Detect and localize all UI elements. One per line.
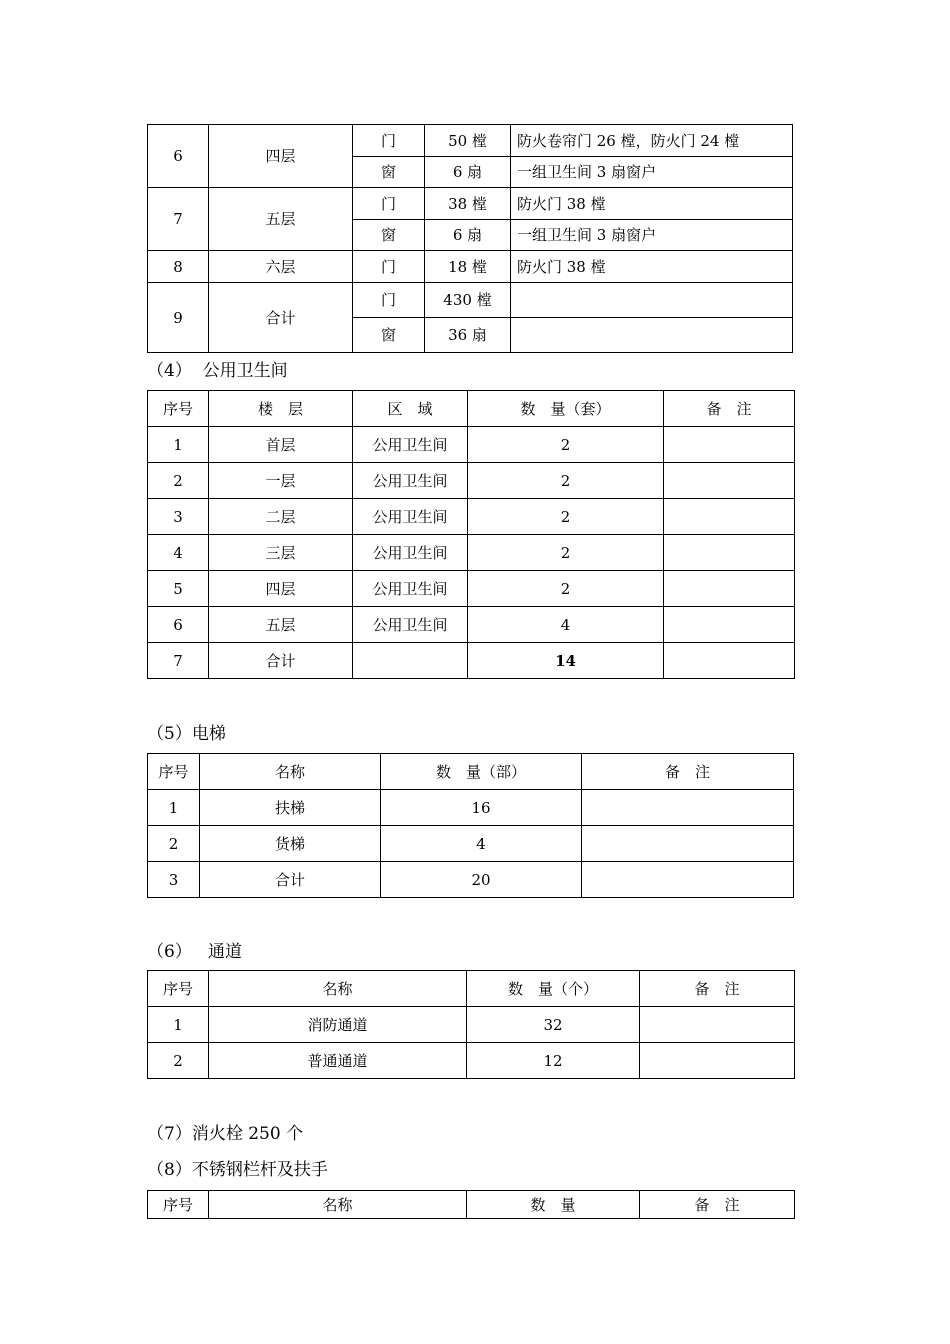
- table-row: [148, 607, 795, 643]
- quantity-cell: 50 樘: [425, 125, 511, 157]
- floor-cell: 一层: [209, 463, 353, 499]
- quantity-cell: 18 樘: [425, 251, 511, 283]
- floor-cell: 五层: [209, 607, 353, 643]
- note-cell: [582, 826, 794, 862]
- area-cell: 公用卫生间: [353, 607, 468, 643]
- row-number: 1: [148, 1007, 209, 1043]
- floor-cell: 六层: [209, 251, 353, 283]
- note-cell: [664, 535, 795, 571]
- header-cell: 数 量（部）: [381, 754, 582, 790]
- name-cell: 货梯: [200, 826, 381, 862]
- row-number: 5: [148, 571, 209, 607]
- note-cell: [640, 1007, 795, 1043]
- note-cell: [582, 790, 794, 826]
- row-number: 2: [148, 826, 200, 862]
- table-row: [148, 125, 793, 157]
- table-row: [148, 283, 793, 318]
- table-row: [148, 251, 793, 283]
- row-number: 2: [148, 463, 209, 499]
- table-row: [148, 427, 795, 463]
- row-number: 1: [148, 790, 200, 826]
- note-cell: 一组卫生间 3 扇窗户: [511, 220, 793, 251]
- floor-cell: 三层: [209, 535, 353, 571]
- quantity-cell: 2: [468, 427, 664, 463]
- table-row: [148, 790, 794, 826]
- table-header-row: [148, 754, 794, 790]
- header-cell: 备 注: [664, 391, 795, 427]
- type-cell: 门: [353, 125, 425, 157]
- quantity-cell: 36 扇: [425, 318, 511, 353]
- header-cell: 备 注: [640, 971, 795, 1007]
- floor-cell: 合计: [209, 283, 353, 353]
- note-cell: [664, 499, 795, 535]
- quantity-cell: 16: [381, 790, 582, 826]
- note-cell: [664, 607, 795, 643]
- railings-table: [147, 1190, 795, 1219]
- row-number: 4: [148, 535, 209, 571]
- row-number: 9: [148, 283, 209, 353]
- note-cell: 防火门 38 樘: [511, 251, 793, 283]
- name-cell: 普通通道: [209, 1043, 467, 1079]
- table-row-total: [148, 643, 795, 679]
- row-number: 3: [148, 499, 209, 535]
- quantity-cell: 4: [468, 607, 664, 643]
- floor-cell: 合计: [209, 643, 353, 679]
- quantity-cell: 12: [467, 1043, 640, 1079]
- section-heading-toilets: （4） 公用卫生间: [147, 361, 288, 381]
- table-row: [148, 535, 795, 571]
- quantity-cell: 6 扇: [425, 157, 511, 188]
- public-toilets-table: [147, 390, 795, 679]
- passages-table: [147, 970, 795, 1079]
- type-cell: 窗: [353, 157, 425, 188]
- header-cell: 名称: [200, 754, 381, 790]
- section-heading-passages: （6） 通道: [147, 942, 243, 962]
- header-cell: 备 注: [582, 754, 794, 790]
- name-cell: 消防通道: [209, 1007, 467, 1043]
- type-cell: 门: [353, 251, 425, 283]
- type-cell: 窗: [353, 220, 425, 251]
- note-cell: [664, 427, 795, 463]
- table-row: [148, 499, 795, 535]
- type-cell: 门: [353, 283, 425, 318]
- table-row: [148, 1007, 795, 1043]
- note-cell: [664, 571, 795, 607]
- quantity-cell: 20: [381, 862, 582, 898]
- area-cell: 公用卫生间: [353, 499, 468, 535]
- table-row: [148, 188, 793, 220]
- table-row-total: [148, 862, 794, 898]
- header-cell: 数 量: [467, 1191, 640, 1219]
- area-cell: 公用卫生间: [353, 535, 468, 571]
- quantity-cell: 4: [381, 826, 582, 862]
- note-cell: [664, 463, 795, 499]
- table-header-row: [148, 391, 795, 427]
- note-cell: [511, 318, 793, 353]
- table-row: [148, 826, 794, 862]
- note-cell: 防火门 38 樘: [511, 188, 793, 220]
- header-cell: 区 域: [353, 391, 468, 427]
- quantity-cell: 6 扇: [425, 220, 511, 251]
- doors-windows-table: [147, 124, 793, 353]
- section-heading-elevators: （5）电梯: [147, 724, 226, 744]
- type-cell: 门: [353, 188, 425, 220]
- quantity-cell: 2: [468, 463, 664, 499]
- header-cell: 数 量（套）: [468, 391, 664, 427]
- quantity-cell: 2: [468, 535, 664, 571]
- row-number: 8: [148, 251, 209, 283]
- note-cell: 防火卷帘门 26 樘，防火门 24 樘: [511, 125, 793, 157]
- note-cell: [582, 862, 794, 898]
- floor-cell: 五层: [209, 188, 353, 251]
- quantity-cell: 430 樘: [425, 283, 511, 318]
- header-cell: 名称: [209, 971, 467, 1007]
- type-cell: 窗: [353, 318, 425, 353]
- header-cell: 序号: [148, 971, 209, 1007]
- row-number: 6: [148, 125, 209, 188]
- floor-cell: 四层: [209, 571, 353, 607]
- header-cell: 名称: [209, 1191, 467, 1219]
- area-cell: 公用卫生间: [353, 571, 468, 607]
- quantity-cell: 2: [468, 499, 664, 535]
- row-number: 6: [148, 607, 209, 643]
- header-cell: 序号: [148, 1191, 209, 1219]
- row-number: 1: [148, 427, 209, 463]
- table-header-row: [148, 971, 795, 1007]
- quantity-cell: 32: [467, 1007, 640, 1043]
- area-cell: [353, 643, 468, 679]
- quantity-cell: 38 樘: [425, 188, 511, 220]
- section-heading-hydrants: （7）消火栓 250 个: [147, 1124, 304, 1144]
- note-cell: [511, 283, 793, 318]
- header-cell: 数 量（个）: [467, 971, 640, 1007]
- table-row: [148, 571, 795, 607]
- header-cell: 序号: [148, 754, 200, 790]
- floor-cell: 首层: [209, 427, 353, 463]
- table-row: [148, 1043, 795, 1079]
- floor-cell: 四层: [209, 125, 353, 188]
- name-cell: 扶梯: [200, 790, 381, 826]
- note-cell: [640, 1043, 795, 1079]
- table-row: [148, 463, 795, 499]
- total-quantity-cell: 14: [468, 643, 664, 679]
- header-cell: 备 注: [640, 1191, 795, 1219]
- row-number: 3: [148, 862, 200, 898]
- row-number: 7: [148, 643, 209, 679]
- header-cell: 序号: [148, 391, 209, 427]
- area-cell: 公用卫生间: [353, 463, 468, 499]
- table-header-row: [148, 1191, 795, 1219]
- row-number: 2: [148, 1043, 209, 1079]
- note-cell: [664, 643, 795, 679]
- elevators-table: [147, 753, 794, 898]
- note-cell: 一组卫生间 3 扇窗户: [511, 157, 793, 188]
- row-number: 7: [148, 188, 209, 251]
- header-cell: 楼 层: [209, 391, 353, 427]
- area-cell: 公用卫生间: [353, 427, 468, 463]
- floor-cell: 二层: [209, 499, 353, 535]
- name-cell: 合计: [200, 862, 381, 898]
- section-heading-railings: （8）不锈钢栏杆及扶手: [147, 1160, 328, 1180]
- quantity-cell: 2: [468, 571, 664, 607]
